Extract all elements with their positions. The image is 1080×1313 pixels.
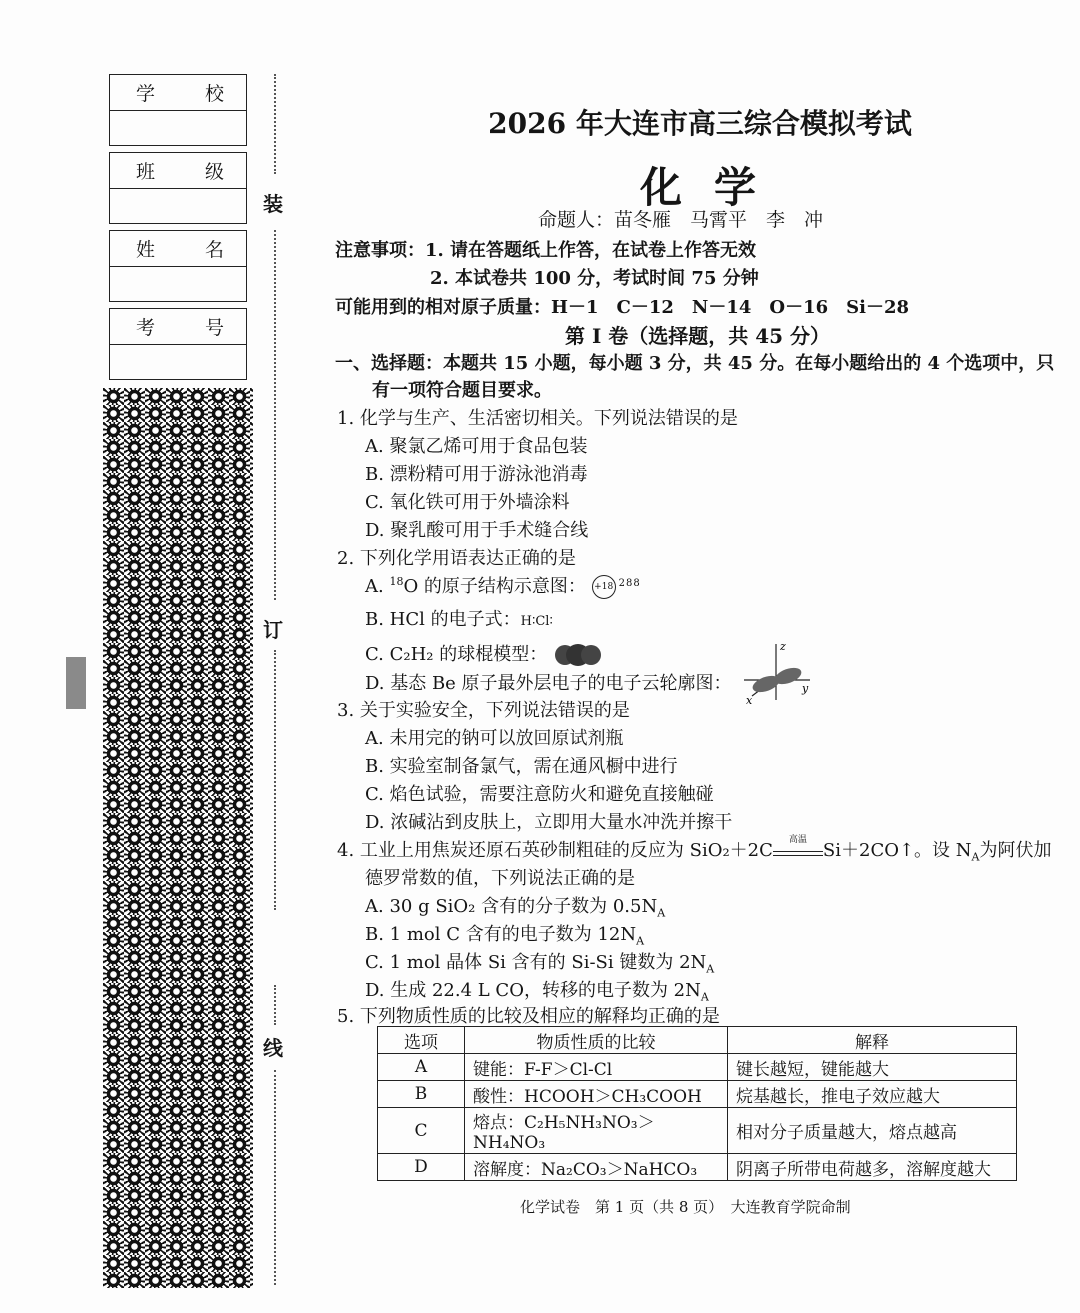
nucleus-circle: +18 xyxy=(592,575,616,599)
notes-item2: 2. 本试卷共 100 分，考试时间 75 分钟 xyxy=(430,268,759,289)
table-header: 解释 xyxy=(728,1027,1017,1054)
q4-stem-a: 4. 工业上用焦炭还原石英砂制粗硅的反应为 SiO₂＋2C xyxy=(337,840,773,861)
side-mark-ding: 订 xyxy=(263,618,283,642)
q4-b-text: B. 1 mol C 含有的电子数为 12N xyxy=(365,924,637,945)
notes-line1 xyxy=(335,236,756,262)
q4-d-sub: A xyxy=(700,990,709,1004)
q2-option-a xyxy=(365,572,644,602)
q4-a-text: A. 30 g SiO₂ 含有的分子数为 0.5N xyxy=(365,896,658,917)
comparison-table xyxy=(377,1026,1017,1181)
q2-a-prefix: A. xyxy=(365,576,390,597)
notes-label: 注意事项： xyxy=(335,240,425,261)
q4-stem-c: 为阿伏加 xyxy=(979,840,1052,861)
gray-tab xyxy=(66,657,86,709)
q2-option-b xyxy=(365,605,553,631)
q2-stem: 2. 下列化学用语表达正确的是 xyxy=(337,548,576,569)
table-cell: 键能：F-F＞Cl-Cl xyxy=(465,1054,728,1081)
atomic-mass-values: H－1 C－12 N－14 O－16 Si－28 xyxy=(551,297,910,318)
q4-option-c xyxy=(365,948,714,976)
section-intro-1: 一、选择题：本题共 15 小题，每小题 3 分，共 45 分。在每小题给出的 4 个选项中，只 xyxy=(335,353,1055,374)
atom-structure-diagram xyxy=(592,572,644,602)
q2-option-c xyxy=(365,640,603,667)
table-cell: B xyxy=(378,1081,465,1108)
section-title: 第 I 卷（选择题，共 45 分） xyxy=(565,324,831,348)
condition-label: 高温 xyxy=(788,835,807,845)
table-row xyxy=(378,1154,1017,1181)
side-mark-zhuang: 装 xyxy=(263,192,283,216)
table-header: 物质性质的比较 xyxy=(465,1027,728,1054)
q5-stem: 5. 下列物质性质的比较及相应的解释均正确的是 xyxy=(337,1006,720,1027)
electron-formula: H∶Cl∶ xyxy=(520,614,553,629)
decorative-pattern xyxy=(103,388,253,1288)
electron-cloud-diagram xyxy=(740,640,820,706)
axis-x-label: x xyxy=(746,694,753,706)
q3-option-b: B. 实验室制备氯气，需在通风橱中进行 xyxy=(365,756,678,777)
table-cell: 相对分子质量越大，熔点越高 xyxy=(728,1108,1017,1154)
q3-option-c: C. 焰色试验，需要注意防火和避免直接触碰 xyxy=(365,784,714,805)
q2-b-text: B. HCl 的电子式： xyxy=(365,609,521,630)
subject-title: 化学 xyxy=(640,163,789,212)
q3-option-d: D. 浓碱沾到皮肤上，立即用大量水冲洗并擦干 xyxy=(365,812,733,833)
table-cell: 酸性：HCOOH＞CH₃COOH xyxy=(465,1081,728,1108)
name-box xyxy=(109,230,247,302)
reaction-condition xyxy=(773,835,823,856)
q3-option-a: A. 未用完的钠可以放回原试剂瓶 xyxy=(365,728,624,749)
section-intro-2: 有一项符合题目要求。 xyxy=(372,380,552,401)
q4-b-sub: A xyxy=(636,934,645,948)
exam-no-label-2: 号 xyxy=(204,317,224,339)
q2-option-d xyxy=(365,669,732,695)
class-label-1: 班 xyxy=(136,161,156,183)
q4-stem-line1 xyxy=(337,836,1051,864)
table-cell: 烷基越长，推电子效应越大 xyxy=(728,1081,1017,1108)
binding-dotted-line xyxy=(274,1070,276,1285)
q4-stem-line2: 德罗常数的值，下列说法正确的是 xyxy=(365,868,635,889)
q4-d-text: D. 生成 22.4 L CO，转移的电子数为 2N xyxy=(365,980,701,1001)
q1-option-a: A. 聚氯乙烯可用于食品包装 xyxy=(365,436,588,457)
page-footer: 化学试卷 第 1 页（共 8 页） 大连教育学院命制 xyxy=(520,1198,851,1216)
q4-c-text: C. 1 mol 晶体 Si 含有的 Si-Si 键数为 2N xyxy=(365,952,707,973)
exam-title: 2026 年大连市高三综合模拟考试 xyxy=(488,107,912,140)
side-mark-xian: 线 xyxy=(263,1036,283,1060)
q4-option-d xyxy=(365,976,709,1004)
binding-dotted-line xyxy=(274,650,276,910)
ball-stick-model-icon xyxy=(553,643,603,667)
q4-option-a xyxy=(365,892,665,920)
school-label-2: 校 xyxy=(204,83,224,105)
notes-item1: 1. 请在答题纸上作答，在试卷上作答无效 xyxy=(425,240,757,261)
table-header-row xyxy=(378,1027,1017,1054)
name-label-1: 姓 xyxy=(136,239,156,261)
table-cell: D xyxy=(378,1154,465,1181)
table-cell: C xyxy=(378,1108,465,1154)
exam-no-label-1: 考 xyxy=(136,317,156,339)
table-row xyxy=(378,1108,1017,1154)
q2-d-text: D. 基态 Be 原子最外层电子的电子云轮廓图： xyxy=(365,673,732,694)
axis-z-label: z xyxy=(780,640,786,653)
q4-c-sub: A xyxy=(706,962,715,976)
table-cell: 键长越短，键能越大 xyxy=(728,1054,1017,1081)
electron-shells: 288 xyxy=(618,578,641,589)
q2-c-text: C. C₂H₂ 的球棍模型： xyxy=(365,644,548,665)
binding-dotted-line xyxy=(274,74,276,174)
school-box xyxy=(109,74,247,146)
q2-a-mass-number: 18 xyxy=(389,575,404,588)
q3-stem: 3. 关于实验安全，下列说法错误的是 xyxy=(337,700,630,721)
binding-dotted-line xyxy=(274,985,276,1025)
q1-option-d: D. 聚乳酸可用于手术缝合线 xyxy=(365,520,589,541)
atomic-mass-line xyxy=(335,293,909,319)
table-cell: 溶解度：Na₂CO₃＞NaHCO₃ xyxy=(465,1154,728,1181)
table-row xyxy=(378,1054,1017,1081)
table-cell: 阴离子所带电荷越多，溶解度越大 xyxy=(728,1154,1017,1181)
table-cell: 熔点：C₂H₅NH₃NO₃＞NH₄NO₃ xyxy=(465,1108,728,1154)
q1-option-b: B. 漂粉精可用于游泳池消毒 xyxy=(365,464,588,485)
q4-option-b xyxy=(365,920,644,948)
table-row xyxy=(378,1081,1017,1108)
q4-na-sub: A xyxy=(971,850,980,864)
q4-stem-b: Si＋2CO↑。设 N xyxy=(822,840,972,861)
atomic-mass-label: 可能用到的相对原子质量： xyxy=(335,297,551,318)
q1-option-c: C. 氧化铁可用于外墙涂料 xyxy=(365,492,570,513)
q2-a-text: O 的原子结构示意图： xyxy=(403,576,586,597)
q4-a-sub: A xyxy=(657,906,666,920)
class-box xyxy=(109,152,247,224)
school-label-1: 学 xyxy=(136,83,156,105)
axis-y-label: y xyxy=(802,682,809,695)
class-label-2: 级 xyxy=(204,161,224,183)
authors: 命题人：苗冬雁 马霄平 李 冲 xyxy=(538,209,824,231)
binding-dotted-line xyxy=(274,230,276,600)
q1-stem: 1. 化学与生产、生活密切相关。下列说法错误的是 xyxy=(337,408,738,429)
name-label-2: 名 xyxy=(204,239,224,261)
table-cell: A xyxy=(378,1054,465,1081)
table-header: 选项 xyxy=(378,1027,465,1054)
exam-no-box xyxy=(109,308,247,380)
